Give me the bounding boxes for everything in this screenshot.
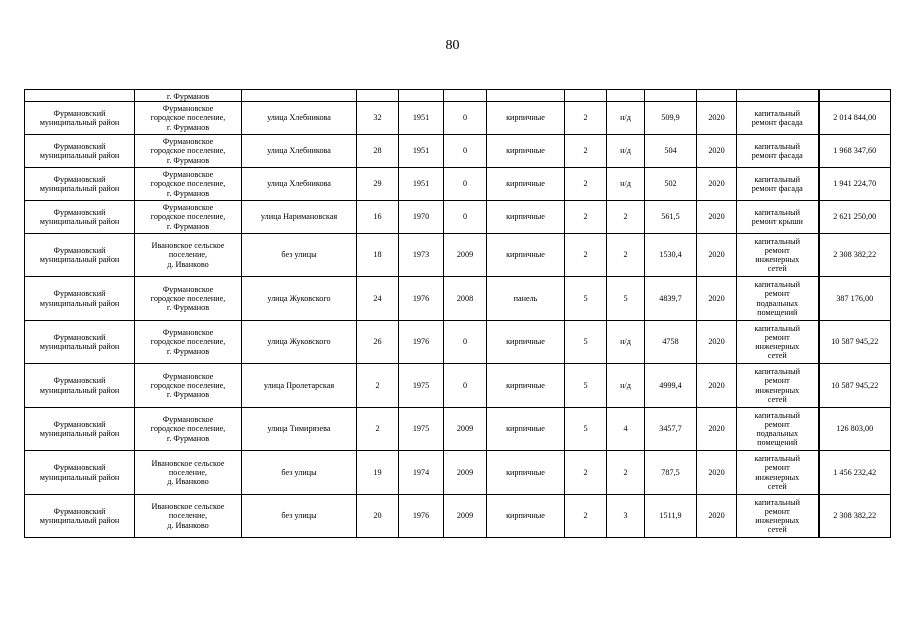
cell-work-line: ремонт — [764, 419, 790, 429]
cell-settlement — [135, 90, 242, 102]
cell-street: улица Жуковского — [242, 321, 357, 364]
cell-year: 2020 — [697, 135, 737, 168]
cell-overhaul: 0 — [444, 102, 487, 135]
cell-settlement — [135, 451, 242, 495]
table-row — [25, 321, 891, 364]
cell-house — [357, 90, 399, 102]
cell-year: 2020 — [697, 451, 737, 495]
cell-work-line: инженерных — [755, 385, 800, 395]
cell-walls: кирпичные — [487, 451, 565, 495]
cell-settlement — [135, 201, 242, 234]
cell-work — [737, 495, 819, 538]
cell-work — [737, 234, 819, 277]
cell-house: 24 — [357, 277, 399, 321]
table-row — [25, 364, 891, 408]
cell-district-line: Фурмановский — [53, 463, 106, 473]
cell-entrances: 2 — [607, 234, 645, 277]
cell-entrances: 5 — [607, 277, 645, 321]
cell-area: 509,9 — [645, 102, 697, 135]
cell-year: 2020 — [697, 168, 737, 201]
cell-district-line: Фурмановский — [53, 506, 106, 516]
cell-settlement-line: поселение, — [168, 250, 208, 260]
cell-work-line: инженерных — [755, 255, 800, 264]
cell-work — [737, 102, 819, 135]
cell-work-line: помещений — [757, 307, 798, 317]
cell-work-line: капитальный — [754, 141, 801, 151]
cell-built: 1976 — [399, 321, 444, 364]
cell-overhaul: 2009 — [444, 408, 487, 451]
cell-settlement — [135, 234, 242, 277]
cell-work-line: капитальный — [754, 454, 801, 464]
cell-settlement-line: поселение, — [168, 511, 208, 521]
cell-settlement-line: д. Иванково — [167, 259, 209, 269]
cell-settlement-line: городское поселение, — [150, 424, 226, 434]
cell-settlement — [135, 277, 242, 321]
table-row — [25, 201, 891, 234]
cell-built: 1970 — [399, 201, 444, 234]
cell-house: 32 — [357, 102, 399, 135]
cell-year — [697, 90, 737, 102]
cell-work-line: ремонт — [764, 289, 790, 299]
cell-settlement-line: д. Иванково — [167, 520, 209, 530]
cell-entrances — [607, 90, 645, 102]
cell-floors: 2 — [565, 102, 607, 135]
cell-settlement-line: Фурмановское — [162, 137, 214, 147]
cell-work-line: сетей — [767, 481, 787, 491]
cell-work-line: капитальный — [754, 323, 801, 333]
cell-settlement-line: Фурмановское — [162, 328, 214, 338]
cell-district — [25, 321, 135, 364]
cell-district — [25, 234, 135, 277]
cell-cost: 387 176,00 — [819, 277, 891, 321]
cell-work-line: инженерных — [755, 472, 800, 482]
cell-work-line: капитальный — [754, 174, 801, 184]
cell-house: 20 — [357, 495, 399, 538]
cell-street: улица Хлебникова — [242, 135, 357, 168]
cell-walls: кирпичные — [487, 408, 565, 451]
cell-settlement-line: Фурмановское — [162, 371, 214, 381]
cell-built: 1975 — [399, 364, 444, 408]
cell-work — [737, 364, 819, 408]
cell-work — [737, 135, 819, 168]
cell-district — [25, 408, 135, 451]
cell-house: 16 — [357, 201, 399, 234]
cell-work-line: инженерных — [755, 516, 800, 525]
cell-work-line: ремонт фасада — [751, 118, 803, 127]
cell-work-line: ремонт — [764, 332, 790, 342]
cell-overhaul: 2008 — [444, 277, 487, 321]
cell-district — [25, 277, 135, 321]
cell-area: 3457,7 — [645, 408, 697, 451]
cell-walls: кирпичные — [487, 495, 565, 538]
cell-settlement — [135, 364, 242, 408]
cell-settlement-line: Ивановское сельское — [151, 458, 225, 468]
cell-district-line: муниципальный район — [39, 255, 120, 264]
cell-floors: 2 — [565, 201, 607, 234]
cell-settlement-line: г. Фурманов — [166, 122, 210, 132]
table-body — [25, 90, 891, 538]
cell-year: 2020 — [697, 321, 737, 364]
cell-walls: кирпичные — [487, 135, 565, 168]
cell-district-line: муниципальный район — [39, 217, 120, 226]
table-row — [25, 408, 891, 451]
table-row — [25, 135, 891, 168]
cell-work — [737, 451, 819, 495]
cell-walls: кирпичные — [487, 234, 565, 277]
cell-district-line: Фурмановский — [53, 376, 106, 386]
cell-walls: панель — [487, 277, 565, 321]
cell-entrances: н/д — [607, 321, 645, 364]
cell-settlement-line: городское поселение, — [150, 380, 226, 390]
cell-cost: 1 456 232,42 — [819, 451, 891, 495]
cell-area: 1530,4 — [645, 234, 697, 277]
cell-work-line: сетей — [767, 351, 787, 361]
cell-settlement — [135, 321, 242, 364]
cell-work-line: ремонт фасада — [751, 151, 803, 160]
cell-district-line: муниципальный район — [39, 151, 120, 160]
cell-settlement-line: Фурмановское — [162, 170, 214, 180]
cell-street: без улицы — [242, 451, 357, 495]
cell-floors: 5 — [565, 408, 607, 451]
cell-settlement-line: городское поселение, — [150, 146, 226, 156]
cell-house: 2 — [357, 408, 399, 451]
cell-district-line: муниципальный район — [39, 516, 120, 525]
cell-district-line: муниципальный район — [39, 342, 120, 351]
cell-settlement-line: городское поселение, — [150, 179, 226, 189]
table-row — [25, 277, 891, 321]
cell-work — [737, 321, 819, 364]
housing-repair-table — [24, 89, 891, 538]
cell-overhaul: 0 — [444, 201, 487, 234]
cell-street: улица Тимирязева — [242, 408, 357, 451]
cell-work-line: сетей — [767, 394, 787, 404]
cell-work-line: капитальный — [754, 410, 801, 420]
cell-street: улица Хлебникова — [242, 168, 357, 201]
cell-settlement-line: городское поселение, — [150, 113, 226, 123]
cell-district-line: муниципальный район — [39, 429, 120, 438]
cell-street: улица Пролетарская — [242, 364, 357, 408]
cell-district-line: Фурмановский — [53, 108, 106, 118]
cell-year: 2020 — [697, 277, 737, 321]
cell-work-line: помещений — [757, 438, 798, 448]
cell-settlement — [135, 135, 242, 168]
cell-area: 4999,4 — [645, 364, 697, 408]
cell-floors: 2 — [565, 168, 607, 201]
cell-house: 2 — [357, 364, 399, 408]
table-row — [25, 102, 891, 135]
cell-year: 2020 — [697, 102, 737, 135]
cell-built: 1951 — [399, 102, 444, 135]
cell-settlement — [135, 408, 242, 451]
cell-floors: 2 — [565, 495, 607, 538]
cell-area — [645, 90, 697, 102]
cell-work-line: капитальный — [754, 207, 801, 217]
cell-entrances: н/д — [607, 168, 645, 201]
cell-work-line: ремонт — [764, 376, 790, 386]
cell-built: 1951 — [399, 168, 444, 201]
cell-settlement-line: Фурмановское — [162, 203, 214, 213]
cell-settlement-line: Ивановское сельское — [151, 502, 225, 512]
cell-area: 4758 — [645, 321, 697, 364]
cell-settlement-line: Ивановское сельское — [151, 241, 225, 251]
cell-work — [737, 90, 819, 102]
cell-built: 1973 — [399, 234, 444, 277]
cell-entrances: н/д — [607, 364, 645, 408]
cell-settlement-line: г. Фурманов — [166, 390, 210, 400]
cell-work — [737, 201, 819, 234]
cell-area: 4839,7 — [645, 277, 697, 321]
cell-house: 29 — [357, 168, 399, 201]
cell-district — [25, 102, 135, 135]
cell-cost: 2 308 382,22 — [819, 234, 891, 277]
cell-work — [737, 408, 819, 451]
cell-settlement-line: Фурмановское — [162, 415, 214, 425]
cell-work-line: капитальный — [754, 108, 801, 118]
cell-walls: кирпичные — [487, 364, 565, 408]
cell-work-line: инженерных — [755, 342, 800, 351]
cell-settlement-line: г. Фурманов — [166, 433, 210, 443]
cell-district — [25, 168, 135, 201]
cell-overhaul: 0 — [444, 168, 487, 201]
cell-cost: 2 308 382,22 — [819, 495, 891, 538]
cell-house: 18 — [357, 234, 399, 277]
cell-overhaul — [444, 90, 487, 102]
cell-floors: 2 — [565, 234, 607, 277]
cell-built: 1976 — [399, 277, 444, 321]
cell-area: 787,5 — [645, 451, 697, 495]
cell-settlement-line: д. Иванково — [167, 477, 209, 487]
cell-district — [25, 495, 135, 538]
cell-settlement-line: Фурмановское — [162, 284, 214, 294]
cell-settlement-line: городское поселение, — [150, 212, 226, 222]
cell-work-line: подвальных — [756, 298, 799, 308]
cell-work-line: капитальный — [754, 497, 801, 507]
cell-settlement-line: г. Фурманов — [166, 188, 210, 198]
table-row — [25, 168, 891, 201]
cell-floors: 5 — [565, 277, 607, 321]
cell-district-line: Фурмановский — [53, 419, 106, 429]
cell-house: 26 — [357, 321, 399, 364]
cell-floors: 5 — [565, 364, 607, 408]
cell-settlement-line: г. Фурманов — [166, 155, 210, 165]
cell-district — [25, 90, 135, 102]
cell-built: 1975 — [399, 408, 444, 451]
cell-entrances: 2 — [607, 451, 645, 495]
cell-floors: 2 — [565, 451, 607, 495]
cell-settlement — [135, 102, 242, 135]
cell-walls — [487, 90, 565, 102]
cell-overhaul: 0 — [444, 321, 487, 364]
cell-year: 2020 — [697, 234, 737, 277]
cell-area: 504 — [645, 135, 697, 168]
cell-street: без улицы — [242, 495, 357, 538]
cell-year: 2020 — [697, 201, 737, 234]
cell-district-line: Фурмановский — [53, 174, 106, 184]
table-row — [25, 451, 891, 495]
cell-year: 2020 — [697, 495, 737, 538]
cell-walls: кирпичные — [487, 102, 565, 135]
cell-district-line: муниципальный район — [39, 184, 120, 193]
cell-settlement-line: городское поселение, — [150, 337, 226, 347]
cell-entrances: 2 — [607, 201, 645, 234]
cell-overhaul: 0 — [444, 364, 487, 408]
cell-house: 28 — [357, 135, 399, 168]
cell-area: 502 — [645, 168, 697, 201]
cell-built: 1976 — [399, 495, 444, 538]
cell-cost: 1 941 224,70 — [819, 168, 891, 201]
cell-street: улица Хлебникова — [242, 102, 357, 135]
cell-built — [399, 90, 444, 102]
cell-street — [242, 90, 357, 102]
cell-entrances: 4 — [607, 408, 645, 451]
cell-house: 19 — [357, 451, 399, 495]
cell-street: улица Жуковского — [242, 277, 357, 321]
cell-settlement-line: городское поселение, — [150, 293, 226, 303]
cell-overhaul: 2009 — [444, 495, 487, 538]
cell-district — [25, 451, 135, 495]
cell-cost: 10 587 945,22 — [819, 364, 891, 408]
cell-work-line: ремонт — [764, 506, 790, 516]
cell-district-line: Фурмановский — [53, 207, 106, 217]
cell-settlement-line: г. Фурманов — [166, 346, 210, 356]
cell-floors: 5 — [565, 321, 607, 364]
cell-work-line: сетей — [767, 264, 787, 274]
cell-work-line: ремонт фасада — [751, 184, 803, 193]
table-row — [25, 234, 891, 277]
cell-district — [25, 135, 135, 168]
cell-built: 1951 — [399, 135, 444, 168]
cell-work — [737, 277, 819, 321]
cell-floors — [565, 90, 607, 102]
cell-cost: 126 803,00 — [819, 408, 891, 451]
cell-work-line: подвальных — [756, 429, 799, 438]
cell-work-line: ремонт крыши — [751, 217, 803, 226]
cell-cost: 2 014 844,00 — [819, 102, 891, 135]
table-row — [25, 495, 891, 538]
cell-work-line: капитальный — [754, 280, 801, 290]
cell-work-line: ремонт — [764, 463, 790, 473]
cell-work-line: капитальный — [754, 367, 801, 377]
cell-entrances: 3 — [607, 495, 645, 538]
cell-work-line: капитальный — [754, 236, 801, 246]
cell-district-line: муниципальный район — [39, 298, 120, 308]
table-row-continuation — [25, 90, 891, 102]
cell-district — [25, 364, 135, 408]
cell-floors: 2 — [565, 135, 607, 168]
cell-district-line: муниципальный район — [39, 118, 120, 127]
cell-settlement — [135, 168, 242, 201]
cell-year: 2020 — [697, 364, 737, 408]
cell-overhaul: 2009 — [444, 234, 487, 277]
cell-settlement-line: г. Фурманов — [166, 221, 210, 231]
cell-walls: кирпичные — [487, 201, 565, 234]
cell-walls: кирпичные — [487, 321, 565, 364]
cell-area: 1511,9 — [645, 495, 697, 538]
page-number: 80 — [445, 38, 460, 53]
cell-entrances: н/д — [607, 102, 645, 135]
cell-cost: 1 968 347,60 — [819, 135, 891, 168]
cell-district-line: Фурмановский — [53, 141, 106, 151]
cell-cost — [819, 90, 891, 102]
cell-street: без улицы — [242, 234, 357, 277]
cell-work — [737, 168, 819, 201]
cell-district-line: Фурмановский — [53, 332, 106, 342]
cell-settlement-line: поселение, — [168, 467, 208, 477]
cell-area: 561,5 — [645, 201, 697, 234]
cell-work-line: сетей — [767, 525, 787, 535]
cell-walls: кирпичные — [487, 168, 565, 201]
cell-settlement — [135, 495, 242, 538]
cell-built: 1974 — [399, 451, 444, 495]
cell-district-line: Фурмановский — [53, 289, 106, 299]
cell-district-line: муниципальный район — [39, 385, 120, 395]
cell-settlement-line: г. Фурманов — [166, 303, 210, 313]
cell-district — [25, 201, 135, 234]
cell-settlement-line: г. Фурманов — [166, 91, 210, 101]
cell-settlement-line: Фурмановское — [162, 104, 214, 114]
cell-entrances: н/д — [607, 135, 645, 168]
cell-cost: 10 587 945,22 — [819, 321, 891, 364]
cell-overhaul: 0 — [444, 135, 487, 168]
cell-work-line: ремонт — [764, 245, 790, 255]
cell-district-line: муниципальный район — [39, 472, 120, 482]
cell-year: 2020 — [697, 408, 737, 451]
cell-overhaul: 2009 — [444, 451, 487, 495]
cell-street: улица Наримановская — [242, 201, 357, 234]
cell-cost: 2 621 250,00 — [819, 201, 891, 234]
cell-district-line: Фурмановский — [53, 245, 106, 255]
